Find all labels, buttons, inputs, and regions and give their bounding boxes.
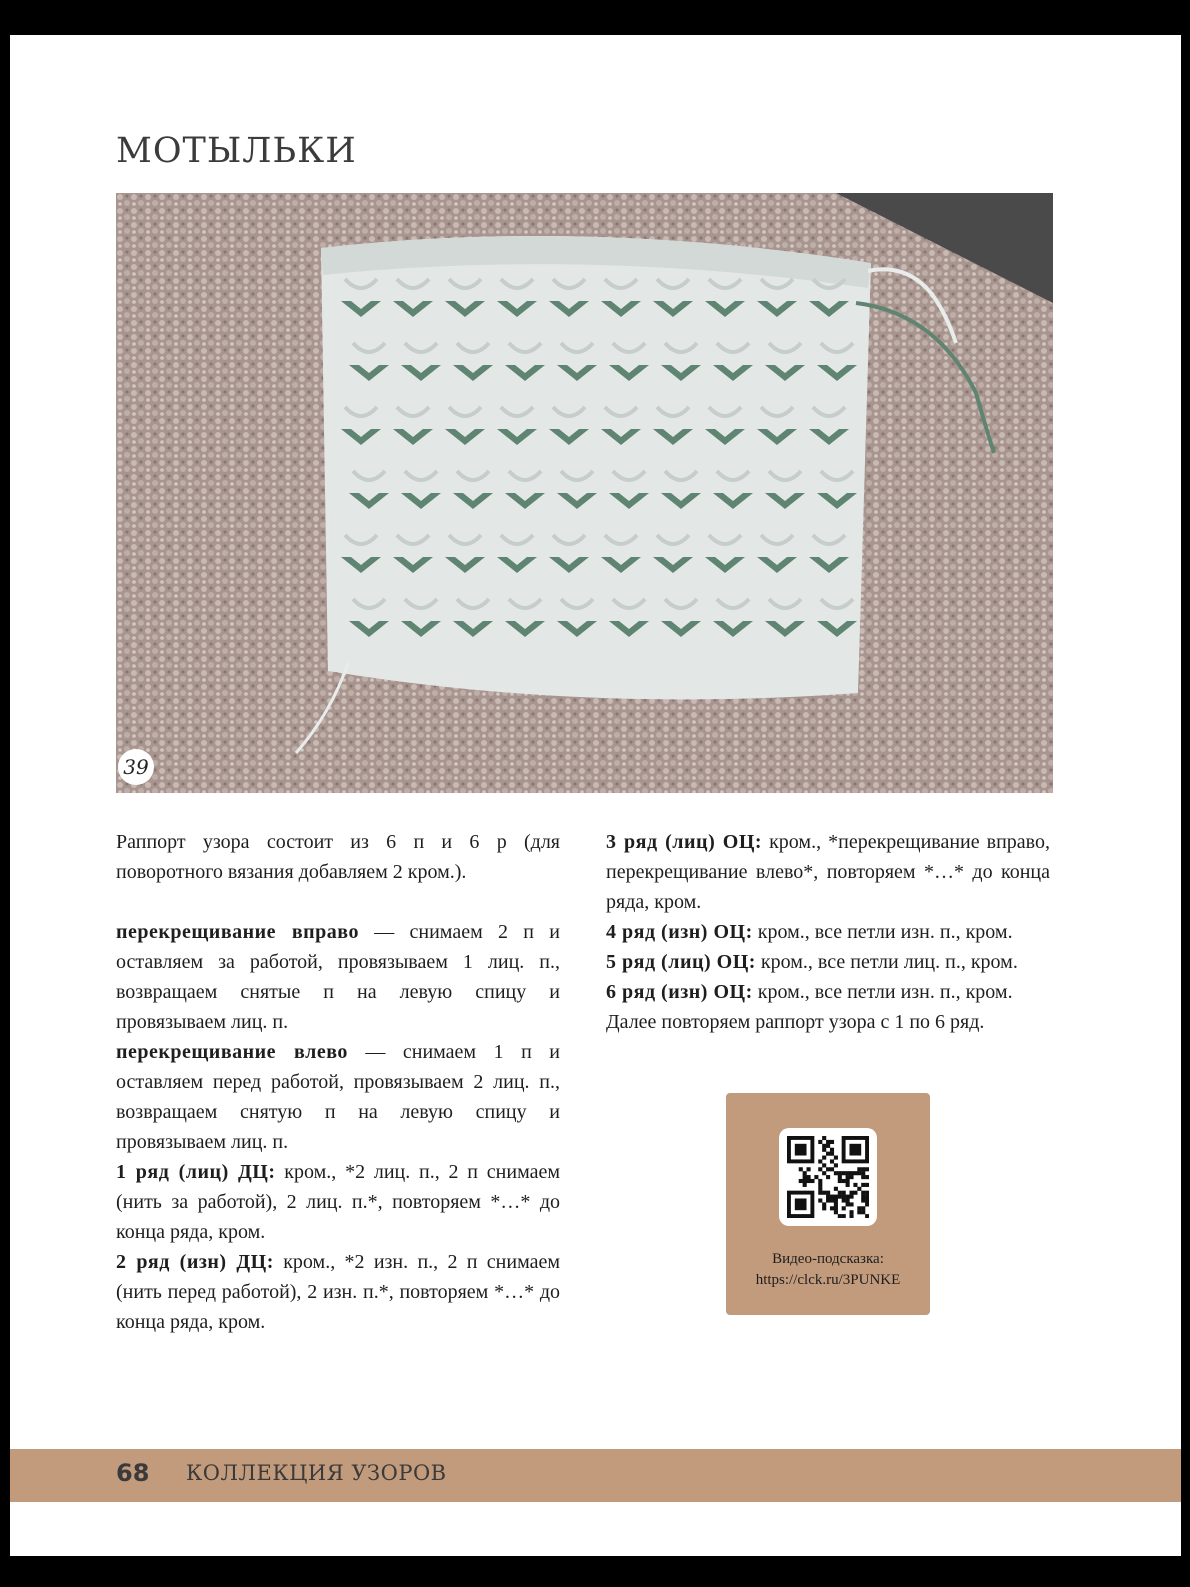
video-hint-label: Видео-подсказка: <box>772 1251 884 1267</box>
qr-module <box>826 1175 830 1179</box>
instructions-left-column <box>116 827 560 1337</box>
qr-module <box>822 1144 826 1148</box>
row-1-instruction <box>116 1157 560 1247</box>
qr-module <box>834 1163 838 1167</box>
qr-module <box>861 1195 865 1199</box>
qr-module <box>807 1167 811 1171</box>
cross-left-term: перекрещивание влево <box>116 1041 348 1063</box>
qr-module <box>853 1191 857 1195</box>
qr-module <box>849 1214 853 1218</box>
row-2-text: кром., *2 изн. п., 2 п снимаем (нить перед работой), 2 изн. п.*, повторяем *…* до конца ряда, кром. <box>116 1251 560 1333</box>
video-hint-caption <box>726 1249 930 1291</box>
qr-module <box>818 1183 822 1187</box>
row-1-label: 1 ряд (лиц) ДЦ: <box>116 1161 276 1183</box>
row-4-text: кром., все петли изн. п., кром. <box>752 921 1013 943</box>
qr-module <box>849 1171 853 1175</box>
qr-module <box>846 1198 850 1202</box>
row-6-label: 6 ряд (изн) ОЦ: <box>606 981 753 1003</box>
qr-module <box>838 1195 842 1199</box>
cross-right-term: перекрещивание вправо <box>116 921 359 943</box>
qr-module <box>846 1195 850 1199</box>
qr-module <box>842 1179 846 1183</box>
qr-finder-center <box>849 1144 861 1156</box>
qr-module <box>857 1167 861 1171</box>
qr-module <box>849 1195 853 1199</box>
qr-module <box>826 1144 830 1148</box>
qr-module <box>861 1210 865 1214</box>
qr-module <box>830 1148 834 1152</box>
qr-module <box>818 1198 822 1202</box>
video-hint-card <box>726 1093 930 1315</box>
qr-module <box>857 1206 861 1210</box>
qr-module <box>822 1171 826 1175</box>
row-5-text: кром., все петли лиц. п., кром. <box>755 951 1018 973</box>
qr-module <box>814 1175 818 1179</box>
row-4-instruction <box>606 917 1050 947</box>
qr-module <box>834 1198 838 1202</box>
qr-module <box>834 1156 838 1160</box>
qr-module <box>865 1202 869 1206</box>
qr-module <box>822 1148 826 1152</box>
qr-module <box>861 1167 865 1171</box>
qr-module <box>834 1187 838 1191</box>
qr-module <box>842 1206 846 1210</box>
pattern-number-badge: 39 <box>118 749 154 785</box>
qr-module <box>853 1171 857 1175</box>
qr-module <box>818 1187 822 1191</box>
qr-module <box>818 1167 822 1171</box>
page-number: 68 <box>116 1459 150 1487</box>
row-1-text: кром., *2 лиц. п., 2 п снимаем (нить за работой), 2 лиц. п.*, повторяем *…* до конца ряда, кром. <box>116 1161 561 1243</box>
qr-module <box>822 1191 826 1195</box>
knitting-sample-photo <box>116 193 1053 793</box>
qr-module <box>834 1195 838 1199</box>
qr-module <box>846 1183 850 1187</box>
qr-module <box>818 1140 822 1144</box>
qr-module <box>818 1159 822 1163</box>
row-2-instruction <box>116 1247 560 1337</box>
row-5-instruction <box>606 947 1050 977</box>
qr-module <box>849 1191 853 1195</box>
qr-module <box>830 1152 834 1156</box>
row-4-label: 4 ряд (изн) ОЦ: <box>606 921 753 943</box>
qr-module <box>826 1195 830 1199</box>
qr-module <box>822 1136 826 1140</box>
qr-module <box>822 1156 826 1160</box>
qr-module <box>861 1191 865 1195</box>
qr-module <box>842 1198 846 1202</box>
qr-module <box>826 1191 830 1195</box>
qr-module <box>857 1187 861 1191</box>
qr-module <box>834 1210 838 1214</box>
row-6-text: кром., все петли изн. п., кром. <box>752 981 1013 1003</box>
cross-right-definition <box>116 917 560 1037</box>
qr-module <box>803 1171 807 1175</box>
qr-code[interactable] <box>779 1128 877 1226</box>
qr-module <box>861 1198 865 1202</box>
row-5-label: 5 ряд (лиц) ОЦ: <box>606 951 756 973</box>
qr-module <box>865 1214 869 1218</box>
page-footer <box>10 1449 1181 1502</box>
qr-module <box>846 1171 850 1175</box>
qr-module <box>822 1206 826 1210</box>
qr-module <box>818 1179 822 1183</box>
qr-module <box>830 1140 834 1144</box>
qr-module <box>838 1191 842 1195</box>
qr-module <box>826 1198 830 1202</box>
qr-module <box>799 1167 803 1171</box>
qr-module <box>803 1179 807 1183</box>
row-3-label: 3 ряд (лиц) ОЦ: <box>606 831 763 853</box>
qr-module <box>826 1167 830 1171</box>
qr-module <box>830 1159 834 1163</box>
qr-module <box>861 1171 865 1175</box>
qr-module <box>861 1175 865 1179</box>
section-name: КОЛЛЕКЦИЯ УЗОРОВ <box>186 1461 447 1485</box>
knitting-sample-illustration <box>116 193 1053 793</box>
qr-module <box>818 1191 822 1195</box>
qr-module <box>849 1210 853 1214</box>
qr-module <box>842 1171 846 1175</box>
repeat-instruction: Далее повторяем раппорт узора с 1 по 6 ряд. <box>606 1011 985 1033</box>
page-title: МОТЫЛЬКИ <box>116 131 357 171</box>
row-6-instruction <box>606 977 1050 1007</box>
qr-module <box>842 1214 846 1218</box>
qr-module <box>861 1206 865 1210</box>
qr-finder-center <box>795 1198 807 1210</box>
qr-module <box>799 1179 803 1183</box>
qr-module <box>842 1191 846 1195</box>
qr-module <box>803 1183 807 1187</box>
row-3-text: кром., *перекрещивание вправо, перекрещивание влево*, повторяем *…* до конца ряда, кром. <box>606 831 1050 913</box>
qr-module <box>849 1175 853 1179</box>
qr-module <box>810 1179 814 1183</box>
cross-left-definition <box>116 1037 560 1157</box>
qr-module <box>822 1202 826 1206</box>
book-page <box>10 35 1181 1556</box>
video-hint-link[interactable]: https://clck.ru/3PUNKE <box>755 1272 901 1288</box>
qr-module <box>838 1175 842 1179</box>
row-2-label: 2 ряд (изн) ДЦ: <box>116 1251 274 1273</box>
intro-paragraph: Раппорт узора состоит из 6 п и 6 р (для поворотного вязания добавляем 2 кром.). <box>116 831 560 883</box>
qr-module <box>865 1183 869 1187</box>
qr-module <box>846 1179 850 1183</box>
qr-module <box>830 1206 834 1210</box>
qr-module <box>834 1171 838 1175</box>
qr-module <box>865 1167 869 1171</box>
qr-module <box>838 1171 842 1175</box>
qr-module <box>849 1202 853 1206</box>
qr-module <box>830 1167 834 1171</box>
qr-module <box>846 1202 850 1206</box>
qr-module <box>830 1195 834 1199</box>
qr-finder-center <box>795 1144 807 1156</box>
qr-module <box>803 1175 807 1179</box>
row-3-instruction <box>606 827 1050 917</box>
qr-module <box>834 1206 838 1210</box>
qr-module <box>865 1191 869 1195</box>
qr-module <box>838 1179 842 1183</box>
instructions-right-column <box>606 827 1050 1037</box>
cross-left-text: — снимаем 1 п и оставляем перед работой, провязываем 2 лиц. п., возвращаем снятую п на левую спицу и провязываем лиц. п. <box>116 1041 560 1153</box>
qr-module <box>838 1214 842 1218</box>
qr-module <box>830 1198 834 1202</box>
qr-module <box>865 1195 869 1199</box>
qr-module <box>826 1152 830 1156</box>
qr-module <box>853 1183 857 1187</box>
qr-module <box>822 1163 826 1167</box>
qr-module <box>865 1198 869 1202</box>
qr-module <box>842 1195 846 1199</box>
qr-module <box>865 1175 869 1179</box>
qr-module <box>826 1140 830 1144</box>
cross-right-text: — снимаем 2 п и оставляем за работой, провязываем 1 лиц. п., возвращаем снятые п на левую спицу и провязываем лиц. п. <box>116 921 560 1033</box>
qr-module <box>857 1171 861 1175</box>
qr-module <box>861 1183 865 1187</box>
qr-module <box>834 1202 838 1206</box>
qr-module <box>857 1210 861 1214</box>
qr-module <box>807 1175 811 1179</box>
qr-module <box>846 1175 850 1179</box>
qr-code-icon <box>787 1136 869 1218</box>
qr-module <box>807 1179 811 1183</box>
